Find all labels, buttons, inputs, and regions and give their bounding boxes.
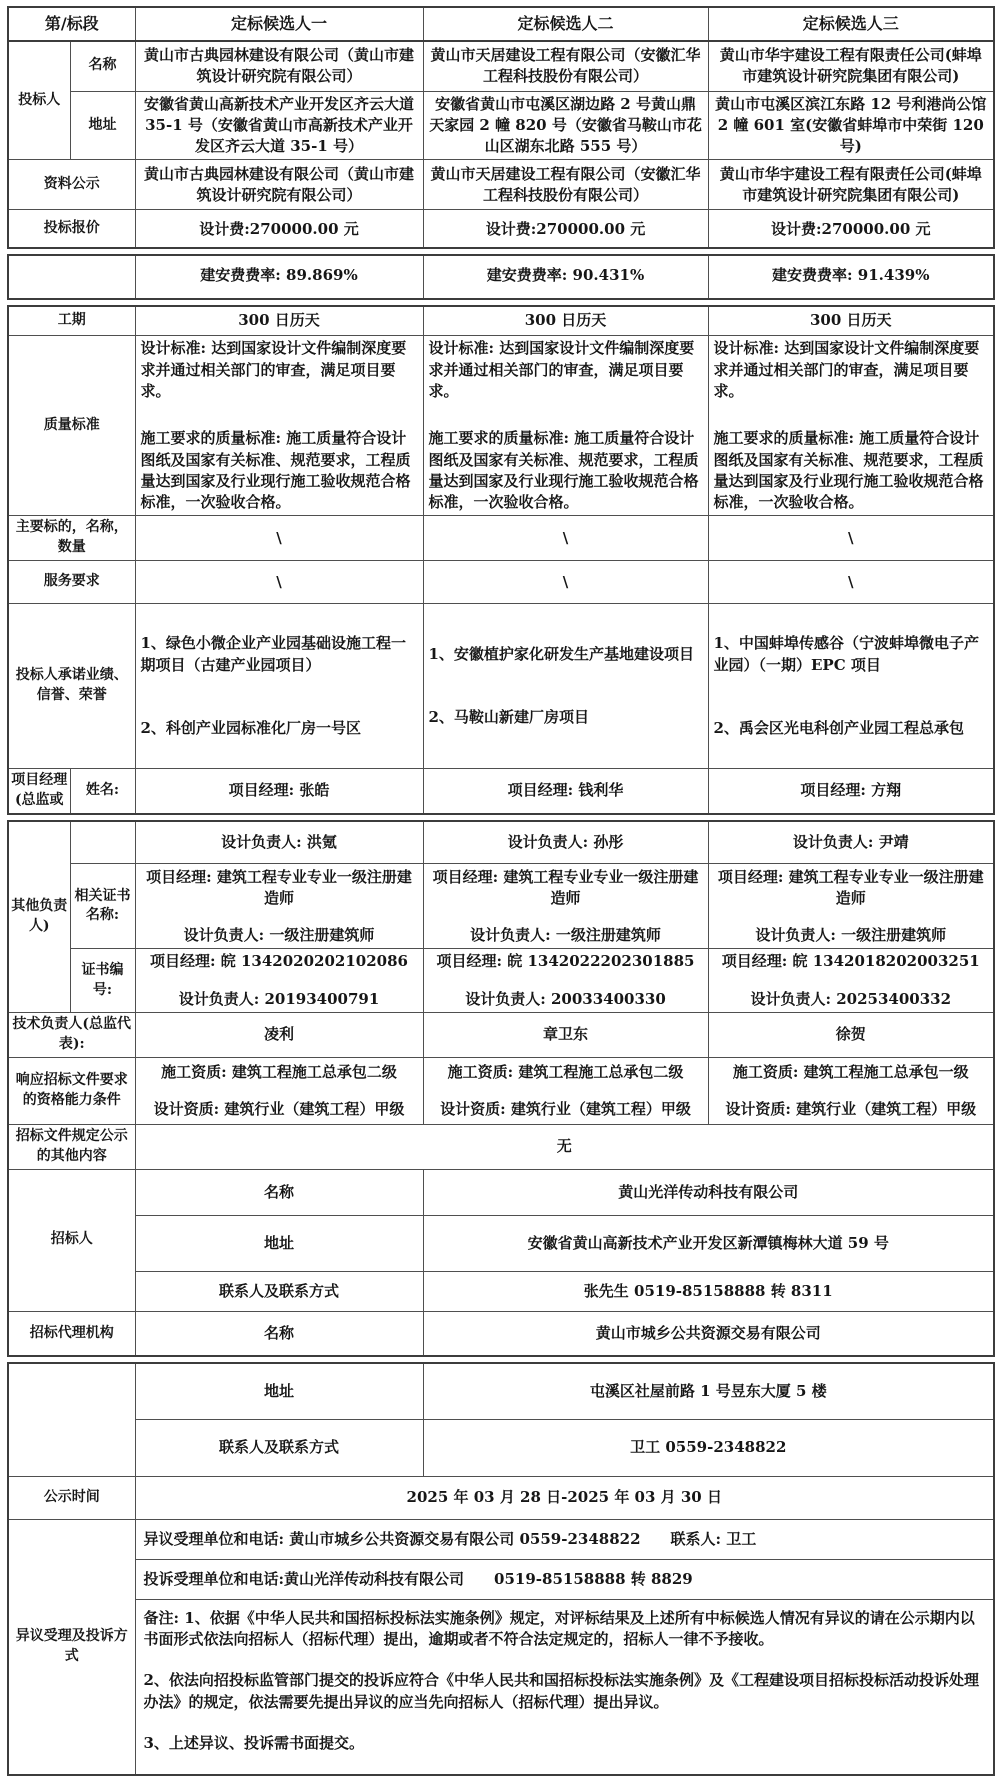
table-personnel-and-parties (7, 820, 995, 1357)
pm-name-cell: 项目经理: 张皓 (135, 769, 423, 814)
agency-address-cell: 屯溪区社屋前路 1 号昱东大厦 5 楼 (423, 1363, 994, 1419)
data-publicity-cell: 黄山市天居建设工程有限公司（安徽汇华工程科技股份有限公司） (423, 160, 708, 210)
cert-name-cell (135, 864, 423, 949)
subject-cell: \ (423, 516, 708, 561)
pm-cert-text: 项目经理: 建筑工程专业专业一级注册建造师 (146, 867, 412, 907)
agency-contact-cell: 卫工 0559-2348822 (423, 1419, 994, 1476)
designer-cert-text: 设计负责人: 一级注册建筑师 (183, 926, 375, 945)
quality-construction-text: 施工要求的质量标准: 施工质量符合设计图纸及国家有关标准、规范要求，工程质量达到国家及行业现行施工验收规范合格标准，一次验收合格。 (140, 429, 411, 512)
col-header-candidate-3: 定标候选人三 (708, 7, 994, 41)
achievements-cell (708, 604, 994, 769)
row-label-publicity-time: 公示时间 (8, 1476, 135, 1519)
tenderee-contact-cell: 张先生 0519-85158888 转 8311 (423, 1271, 994, 1311)
agency-name-label: 名称 (135, 1311, 423, 1356)
col-header-candidate-2: 定标候选人二 (423, 7, 708, 41)
designer-cert-no: 设计负责人: 20033400330 (465, 989, 666, 1008)
achievement-item: 1、绿色小微企业产业园基础设施工程一期项目（古建产业园项目） (140, 634, 406, 674)
tenderee-contact-label: 联系人及联系方式 (135, 1271, 423, 1311)
cert-number-cell (135, 949, 423, 1013)
row-label-cert-number: 证书编号: (70, 949, 135, 1013)
row-label-data-publicity: 资料公示 (8, 160, 135, 210)
row-label-other-content: 招标文件规定公示的其他内容 (8, 1124, 135, 1169)
table-bidder-info (7, 6, 995, 249)
tech-lead-cell: 徐贺 (708, 1013, 994, 1058)
tech-lead-cell: 凌利 (135, 1013, 423, 1058)
achievement-item: 2、科创产业园标准化厂房一号区 (140, 718, 361, 737)
row-label-tech-lead: 技术负责人(总监代表): (8, 1013, 135, 1058)
row-label-pm-name: 姓名: (70, 769, 135, 814)
quality-construction-text: 施工要求的质量标准: 施工质量符合设计图纸及国家有关标准、规范要求，工程质量达到国家及行业现行施工验收规范合格标准，一次验收合格。 (428, 429, 699, 512)
row-label-project-manager: 项目经理(总监或 (8, 769, 70, 814)
duration-cell: 300 日历天 (708, 306, 994, 336)
quality-standard-cell (423, 336, 708, 516)
fee-rate-cell: 建安费费率: 90.431% (423, 255, 708, 299)
row-label-cert-name: 相关证书名称: (70, 864, 135, 949)
tenderee-name-cell: 黄山光洋传动科技有限公司 (423, 1169, 994, 1215)
achievement-item: 2、禹会区光电科创产业园工程总承包 (713, 718, 964, 737)
row-label-objection: 异议受理及投诉方式 (8, 1519, 135, 1775)
table-contact-and-objection (7, 1362, 995, 1776)
row-label-qualification: 响应招标文件要求的资格能力条件 (8, 1057, 135, 1124)
col-header-candidate-1: 定标候选人一 (135, 7, 423, 41)
empty-label-cell (70, 821, 135, 864)
quality-design-text: 设计标准: 达到国家设计文件编制深度要求并通过相关部门的审查，满足项目要求。 (140, 339, 407, 400)
row-label-bid-price: 投标报价 (8, 210, 135, 248)
objection-notes (136, 1600, 994, 1754)
tenderee-address-label: 地址 (135, 1215, 423, 1271)
qualification-cell (135, 1057, 423, 1124)
subject-cell: \ (708, 516, 994, 561)
bidder-name-cell: 黄山市古典园林建设有限公司（黄山市建筑设计研究院有限公司） (135, 41, 423, 91)
other-content-cell: 无 (135, 1124, 994, 1169)
quality-standard-cell (708, 336, 994, 516)
achievements-cell (135, 604, 423, 769)
objection-cell (135, 1519, 994, 1775)
tech-lead-cell: 章卫东 (423, 1013, 708, 1058)
bidder-address-cell: 安徽省黄山高新技术产业开发区齐云大道 35-1 号（安徽省黄山市高新技术产业开发区齐云大道 35-1 号） (135, 91, 423, 160)
duration-cell: 300 日历天 (423, 306, 708, 336)
design-qualification: 设计资质: 建筑行业（建筑工程）甲级 (440, 1099, 691, 1118)
empty-label-cell (8, 255, 135, 299)
service-cell: \ (135, 561, 423, 604)
row-label-tenderee: 招标人 (8, 1169, 135, 1311)
designer-name-cell: 设计负责人: 孙彤 (423, 821, 708, 864)
pm-cert-text: 项目经理: 建筑工程专业专业一级注册建造师 (432, 867, 699, 907)
fee-rate-cell: 建安费费率: 89.869% (135, 255, 423, 299)
bid-price-cell: 设计费:270000.00 元 (708, 210, 994, 248)
cert-number-cell (423, 949, 708, 1013)
col-header-section: 第/标段 (8, 7, 135, 41)
cert-name-cell (423, 864, 708, 949)
bidder-address-cell: 黄山市屯溪区滨江东路 12 号利港尚公馆 2 幢 601 室(安徽省蚌埠市中荣街 120 号) (708, 91, 994, 160)
construction-qualification: 施工资质: 建筑工程施工总承包二级 (161, 1062, 397, 1081)
achievement-item: 1、中国蚌埠传感谷（宁波蚌埠微电子产业园）（一期）EPC 项目 (713, 634, 979, 674)
quality-standard-cell (135, 336, 423, 516)
row-label-service: 服务要求 (8, 561, 135, 604)
objection-note-item: 备注: 1、依据《中华人民共和国招标投标法实施条例》规定，对评标结果及上述所有中标候选人情况有异议的请在公示期内以书面形式依法向招标人（招标代理）提出，逾期或者不符合法定规定的，招标人一律不予接收。 (143, 1608, 975, 1649)
qualification-cell (423, 1057, 708, 1124)
pm-cert-text: 项目经理: 建筑工程专业专业一级注册建造师 (717, 867, 984, 907)
objection-acceptance-line: 异议受理单位和电话: 黄山市城乡公共资源交易有限公司 0559-2348822 联系人: 卫工 (136, 1520, 994, 1560)
bidder-name-cell: 黄山市华宇建设工程有限责任公司(蚌埠市建筑设计研究院集团有限公司) (708, 41, 994, 91)
complaint-acceptance-line: 投诉受理单位和电话:黄山光洋传动科技有限公司 0519-85158888 转 8829 (136, 1560, 994, 1600)
service-cell: \ (708, 561, 994, 604)
row-label-achievements: 投标人承诺业绩、信誉、荣誉 (8, 604, 135, 769)
row-label-quality: 质量标准 (8, 336, 135, 516)
cert-name-cell (708, 864, 994, 949)
pm-cert-no: 项目经理: 皖 1342020202102086 (150, 952, 408, 971)
bidder-name-cell: 黄山市天居建设工程有限公司（安徽汇华工程科技股份有限公司） (423, 41, 708, 91)
bid-price-cell: 设计费:270000.00 元 (423, 210, 708, 248)
designer-cert-text: 设计负责人: 一级注册建筑师 (755, 926, 947, 945)
quality-design-text: 设计标准: 达到国家设计文件编制深度要求并通过相关部门的审查，满足项目要求。 (713, 339, 980, 400)
tenderee-name-label: 名称 (135, 1169, 423, 1215)
row-label-subject: 主要标的，名称，数量 (8, 516, 135, 561)
quality-construction-text: 施工要求的质量标准: 施工质量符合设计图纸及国家有关标准、规范要求，工程质量达到国家及行业现行施工验收规范合格标准，一次验收合格。 (713, 429, 984, 512)
agency-address-label: 地址 (135, 1363, 423, 1419)
agency-contact-label: 联系人及联系方式 (135, 1419, 423, 1476)
row-label-other-responsible: 其他负责人) (8, 821, 70, 1013)
designer-cert-no: 设计负责人: 20193400791 (178, 989, 380, 1008)
row-label-bidder-address: 地址 (70, 91, 135, 160)
achievement-item: 2、马鞍山新建厂房项目 (428, 708, 589, 727)
construction-qualification: 施工资质: 建筑工程施工总承包二级 (447, 1062, 684, 1081)
bid-price-cell: 设计费:270000.00 元 (135, 210, 423, 248)
data-publicity-cell: 黄山市华宇建设工程有限责任公司(蚌埠市建筑设计研究院集团有限公司) (708, 160, 994, 210)
designer-name-cell: 设计负责人: 尹靖 (708, 821, 994, 864)
construction-qualification: 施工资质: 建筑工程施工总承包一级 (732, 1062, 969, 1081)
publicity-time-cell: 2025 年 03 月 28 日-2025 年 03 月 30 日 (135, 1476, 994, 1519)
row-label-agency: 招标代理机构 (8, 1311, 135, 1356)
tenderee-address-cell: 安徽省黄山高新技术产业开发区新潭镇梅林大道 59 号 (423, 1215, 994, 1271)
bidder-address-cell: 安徽省黄山市屯溪区湖边路 2 号黄山鼎天家园 2 幢 820 号（安徽省马鞍山市花山区湖东北路 555 号） (423, 91, 708, 160)
qualification-cell (708, 1057, 994, 1124)
data-publicity-cell: 黄山市古典园林建设有限公司（黄山市建筑设计研究院有限公司） (135, 160, 423, 210)
table-fee-rate (7, 254, 995, 300)
designer-cert-text: 设计负责人: 一级注册建筑师 (470, 926, 661, 945)
design-qualification: 设计资质: 建筑行业（建筑工程）甲级 (153, 1099, 405, 1118)
quality-design-text: 设计标准: 达到国家设计文件编制深度要求并通过相关部门的审查，满足项目要求。 (428, 339, 695, 400)
achievements-cell (423, 604, 708, 769)
row-label-duration: 工期 (8, 306, 135, 336)
subject-cell: \ (135, 516, 423, 561)
design-qualification: 设计资质: 建筑行业（建筑工程）甲级 (725, 1099, 977, 1118)
duration-cell: 300 日历天 (135, 306, 423, 336)
achievement-item: 1、安徽植护家化研发生产基地建设项目 (428, 644, 694, 663)
empty-label-cell (8, 1363, 135, 1476)
row-label-bidder: 投标人 (8, 41, 70, 160)
objection-note-item: 3、上述异议、投诉需书面提交。 (143, 1734, 364, 1752)
cert-number-cell (708, 949, 994, 1013)
service-cell: \ (423, 561, 708, 604)
pm-name-cell: 项目经理: 钱利华 (423, 769, 708, 814)
pm-cert-no: 项目经理: 皖 1342022202301885 (436, 952, 695, 971)
row-label-bidder-name: 名称 (70, 41, 135, 91)
fee-rate-cell: 建安费费率: 91.439% (708, 255, 994, 299)
designer-cert-no: 设计负责人: 20253400332 (750, 989, 952, 1008)
agency-name-cell: 黄山市城乡公共资源交易有限公司 (423, 1311, 994, 1356)
objection-note-item: 2、依法向招投标监管部门提交的投诉应符合《中华人民共和国招标投标法实施条例》及《工程建设项目招标投标活动投诉处理办法》的规定，依法需要先提出异议的应当先向招标人（招标代理）提出异议。 (143, 1671, 979, 1711)
pm-name-cell: 项目经理: 方翔 (708, 769, 994, 814)
pm-cert-no: 项目经理: 皖 1342018202003251 (721, 952, 980, 971)
table-project-terms (7, 305, 995, 815)
designer-name-cell: 设计负责人: 洪氪 (135, 821, 423, 864)
